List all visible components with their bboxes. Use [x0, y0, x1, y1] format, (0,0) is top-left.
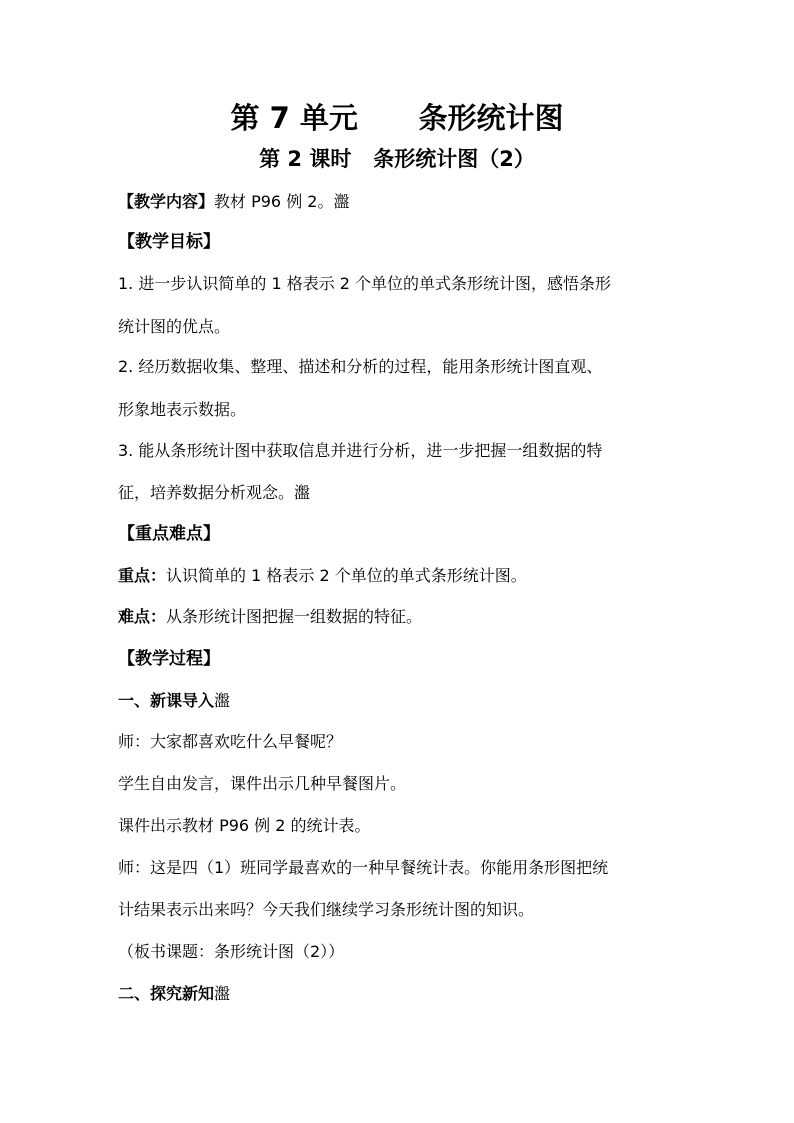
watermark-char: 瀊	[294, 483, 311, 502]
difficult-label: 难点：	[118, 607, 167, 626]
watermark-char: 瀊	[333, 192, 350, 211]
content-text: 教材 P96 例 2。	[214, 192, 334, 211]
difficult-text: 从条形统计图把握一组数据的特征。	[166, 607, 423, 626]
goal-1-line-1: 1. 进一步认识简单的 1 格表示 2 个单位的单式条形统计图，感悟条形	[118, 274, 612, 293]
key-text: 认识简单的 1 格表示 2 个单位的单式条形统计图。	[166, 566, 527, 585]
goal-3-line-2-text: 征，培养数据分析观念。	[118, 483, 295, 502]
goal-1-line-2: 统计图的优点。	[118, 317, 231, 336]
unit-title: 第 7 单元 条形统计图	[230, 101, 564, 135]
section-2-line	[118, 982, 688, 1006]
key-point-line	[118, 564, 688, 588]
content-label: 【教学内容】	[118, 192, 215, 211]
paragraph-4-line-2: 计结果表示出来吗？今天我们继续学习条形统计图的知识。	[118, 900, 535, 919]
keypoints-heading: 【重点难点】	[118, 524, 220, 544]
section-2-heading: 二、探究新知	[118, 984, 215, 1003]
goal-3-line-2	[118, 481, 688, 505]
paragraph-2: 学生自由发言，课件出示几种早餐图片。	[118, 774, 407, 793]
key-label: 重点：	[118, 566, 167, 585]
content-line	[118, 190, 688, 214]
watermark-char: 瀊	[214, 984, 231, 1003]
paragraph-4-line-1: 师：这是四（1）班同学最喜欢的一种早餐统计表。你能用条形图把统	[118, 858, 609, 877]
paragraph-3: 课件出示教材 P96 例 2 的统计表。	[118, 816, 371, 835]
goal-3-line-1: 3. 能从条形统计图中获取信息并进行分析，进一步把握一组数据的特	[118, 441, 603, 460]
goal-2-line-2: 形象地表示数据。	[118, 400, 247, 419]
process-heading: 【教学过程】	[118, 649, 220, 669]
paragraph-5: （板书课题：条形统计图（2））	[118, 942, 345, 961]
watermark-char: 瀊	[214, 691, 231, 710]
lesson-subtitle: 第 2 课时 条形统计图（2）	[259, 147, 535, 171]
goal-2-line-1: 2. 经历数据收集、整理、描述和分析的过程，能用条形统计图直观、	[118, 357, 603, 376]
difficult-point-line	[118, 605, 688, 629]
section-1-heading: 一、新课导入	[118, 691, 215, 710]
section-1-line	[118, 689, 688, 713]
goals-heading: 【教学目标】	[118, 232, 220, 252]
paragraph-1: 师：大家都喜欢吃什么早餐呢？	[118, 732, 343, 751]
